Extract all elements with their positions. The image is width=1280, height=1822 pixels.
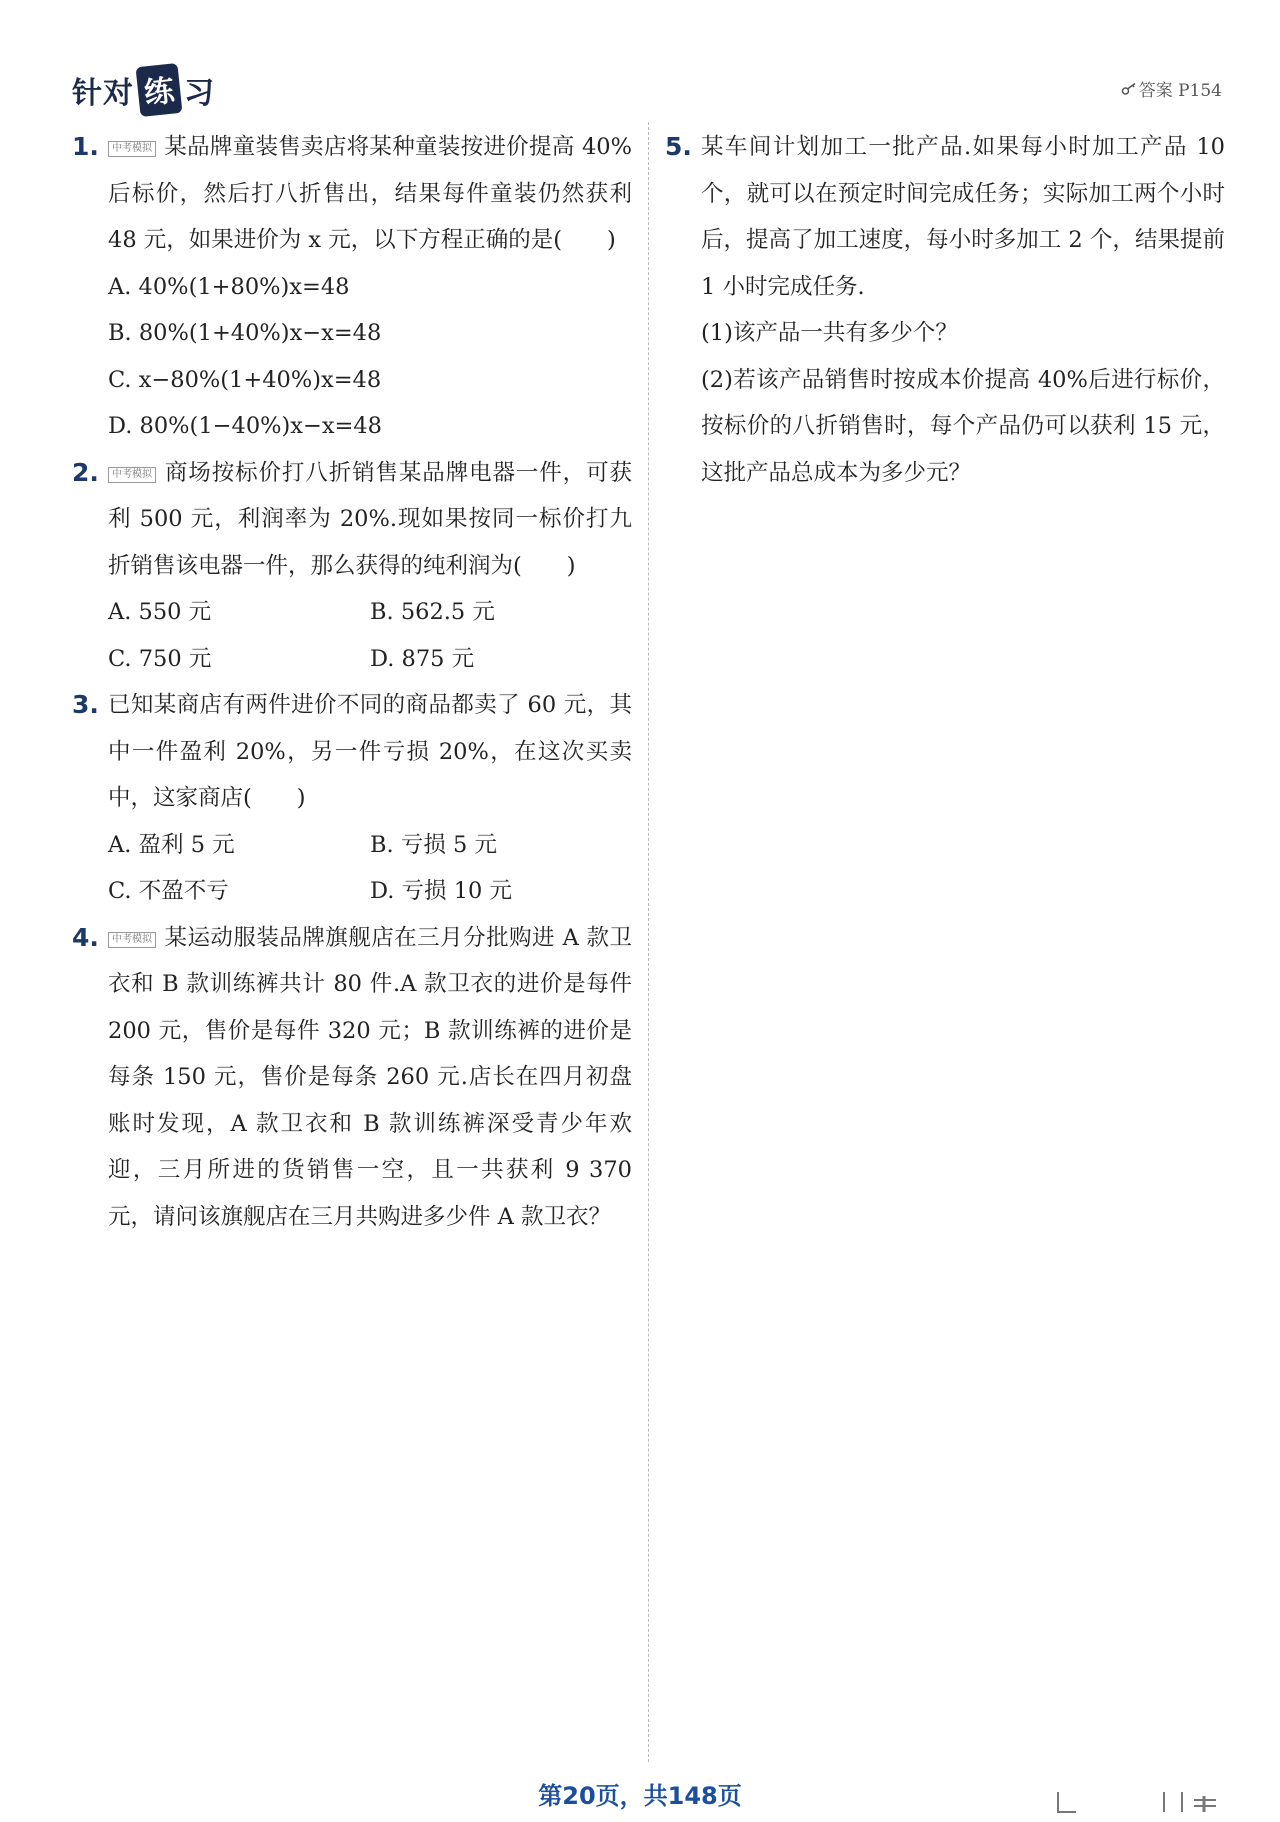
question-stem xyxy=(108,450,632,590)
options-row xyxy=(108,636,632,683)
answer-reference xyxy=(1121,76,1222,101)
question-2 xyxy=(72,450,632,683)
option-d: D. 80%(1−40%)x−x=48 xyxy=(108,413,382,439)
option-c: C. 750 元 xyxy=(108,645,212,672)
option-b: B. 562.5 元 xyxy=(370,599,495,625)
stem-text: 某运动服装品牌旗舰店在三月分批购进 A 款卫衣和 B 款训练裤共计 80 件.A 款卫衣的进价是每件 200 元，售价是每件 320 元；B 款训练裤的进价是每条 150 元，售价是每条 260 元.店长在四月初盘账时发现，A 款卫衣和 B 款训练裤深受青少年欢迎，三月所进的货销售一空，且一共获利 9 370 元，请问该旗舰店在三月共购进多少件 A 款卫衣？ xyxy=(108,924,632,1230)
logo-text-1: 针对 xyxy=(72,76,134,111)
option-d: D. 875 元 xyxy=(370,645,475,672)
question-stem xyxy=(108,124,632,264)
page-header xyxy=(72,62,1222,118)
key-icon xyxy=(1121,82,1137,96)
stem-text: 商场按标价打八折销售某品牌电器一件，可获利 500 元，利润率为 20%.现如果按同一标价打九折销售该电器一件，那么获得的纯利润为( ) xyxy=(108,459,632,579)
question-number: 3. xyxy=(72,690,99,719)
sub-question-2: (2)若该产品销售时按成本价提高 40%后进行标价，按标价的八折销售时，每个产品仍可以获利 15 元，这批产品总成本为多少元？ xyxy=(701,366,1225,486)
option-a: A. 40%(1+80%)x=48 xyxy=(108,273,350,300)
question-number: 2. xyxy=(72,457,99,487)
options-row xyxy=(108,822,632,869)
sub-question-1: (1)该产品一共有多少个？ xyxy=(701,320,958,346)
option-a: A. 550 元 xyxy=(108,599,212,625)
question-number: 4. xyxy=(72,922,99,952)
stem-text: 某车间计划加工一批产品.如果每小时加工产品 10 个，就可以在预定时间完成任务；实际加工两个小时后，提高了加工速度，每小时多加工 2 个，结果提前 1 小时完成任务. xyxy=(701,134,1225,300)
options-row xyxy=(108,589,632,636)
option-c: C. x−80%(1+40%)x=48 xyxy=(108,366,382,393)
column-divider xyxy=(648,122,649,1762)
exam-tag: 中考模拟 xyxy=(108,932,156,948)
stem-text: 已知某商店有两件进价不同的商品都卖了 60 元，其中一件盈利 20%，另一件亏损 20%，在这次买卖中，这家商店( ) xyxy=(108,692,632,811)
logo-badge: 练 xyxy=(136,63,183,117)
exam-tag: 中考模拟 xyxy=(108,141,156,157)
option-d: D. 亏损 10 元 xyxy=(370,878,512,904)
question-5 xyxy=(665,124,1225,496)
option-b: B. 80%(1+40%)x−x=48 xyxy=(108,320,382,346)
option-a: A. 盈利 5 元 xyxy=(108,831,235,858)
exam-tag: 中考模拟 xyxy=(108,467,156,483)
page-indicator: 第20页，共148页 xyxy=(538,1782,742,1810)
option-c: C. 不盈不亏 xyxy=(108,878,229,904)
question-number: 5. xyxy=(665,132,692,161)
question-4 xyxy=(72,915,632,1241)
answer-ref-text: 答案 P154 xyxy=(1138,81,1222,101)
question-stem xyxy=(108,682,632,822)
question-number: 1. xyxy=(72,132,99,161)
options-row xyxy=(108,868,632,915)
section-logo xyxy=(72,62,215,118)
logo-text-2: 习 xyxy=(184,76,215,111)
question-stem xyxy=(701,124,1225,310)
corner-marks xyxy=(1054,1790,1244,1816)
right-column xyxy=(665,124,1225,496)
stem-text: 某品牌童装售卖店将某种童装按进价提高 40%后标价，然后打八折售出，结果每件童装仍然获利 48 元，如果进价为 x 元，以下方程正确的是( ) xyxy=(108,134,632,253)
left-column xyxy=(72,124,632,1240)
question-3 xyxy=(72,682,632,915)
question-1 xyxy=(72,124,632,450)
question-stem xyxy=(108,915,632,1241)
option-b: B. 亏损 5 元 xyxy=(370,831,497,858)
